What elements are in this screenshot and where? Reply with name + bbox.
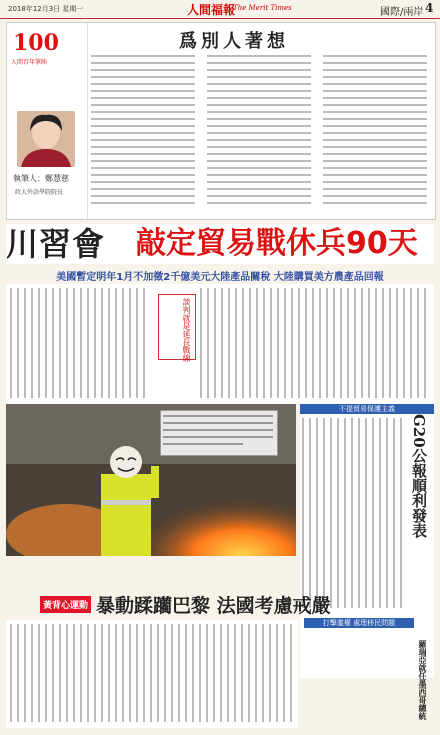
- column-sidebar: [7, 23, 88, 219]
- article-text-lines: [10, 288, 430, 400]
- author-name: 執筆人：鄭慧慈: [13, 174, 69, 183]
- lower-article-text-lines: [10, 624, 294, 724]
- newspaper-logo-en: The Merit Times: [233, 4, 292, 12]
- main-headline: [6, 224, 434, 264]
- lower-headline: 暴動蹂躪巴黎 法國考慮戒嚴: [96, 595, 331, 617]
- column-body-text-lines: [91, 55, 431, 215]
- section-label: 國際/兩岸: [380, 7, 424, 18]
- right-column-header-2: 打擊濫權 處理移民問題: [304, 618, 414, 628]
- badge-caption: 人間百年筆陣: [11, 59, 48, 66]
- pull-quote: 談判就是延長戰線: [182, 298, 191, 362]
- centenary-badge-icon: [13, 30, 59, 56]
- right-column-text-lines: [302, 418, 406, 618]
- sub-headline: 美國暫定明年1月不加徵2千億美元大陸產品關稅 大陸購買美方農產品回報: [56, 272, 384, 283]
- issue-date: 2018年12月3日 星期一: [8, 5, 84, 13]
- side-headline-mexico: 羅瑞亞就任墨西哥總統: [418, 640, 428, 720]
- article-body: [6, 284, 434, 404]
- lower-kicker-badge: 黃背心運動: [40, 596, 91, 613]
- masthead: [0, 0, 440, 19]
- author-role: 政大外語學院院長: [15, 189, 64, 196]
- headline-left: 川習會: [6, 225, 106, 263]
- newspaper-logo: 人間福報: [187, 3, 236, 17]
- column-title: 爲別人著想: [179, 31, 289, 52]
- author-portrait: [17, 111, 75, 167]
- portrait-icon: [17, 111, 75, 167]
- badge-number: 100: [13, 30, 59, 56]
- photo-caption: [160, 410, 278, 456]
- opinion-column: [6, 22, 436, 220]
- page-number: 4: [425, 1, 434, 15]
- photo-caption-text-lines: [163, 413, 275, 453]
- lower-article-body: [6, 620, 298, 728]
- right-column-header: 不提貿易保護主義: [300, 404, 434, 414]
- headline-right: 敲定貿易戰休兵90天: [136, 226, 418, 261]
- side-headline-g20: G20公報順利發表: [410, 414, 428, 538]
